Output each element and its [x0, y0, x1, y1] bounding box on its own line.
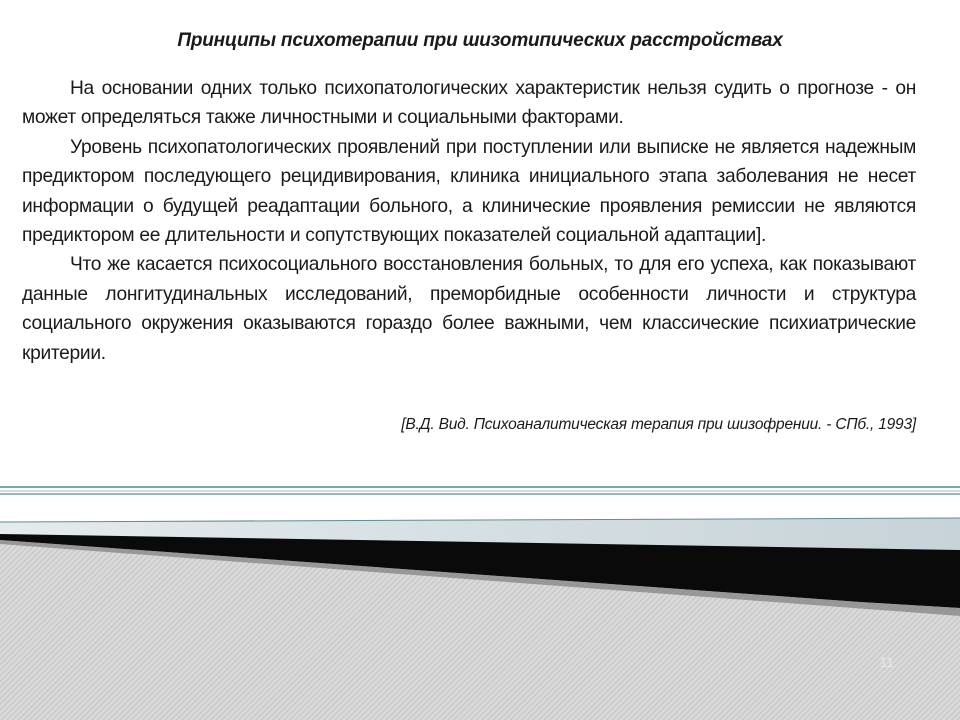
citation: [В.Д. Вид. Психоаналитическая терапия при шизофрении. - СПб., 1993] [401, 416, 916, 433]
paragraph: Что же касается психосоциального восстановления больных, то для его успеха, как показывают данные лонгитудинальных исследований, преморбидные особенности личности и структура социального окружения оказываются гораздо более важными, чем классические психиатрические критерии. [22, 254, 916, 364]
divider-lines [0, 484, 960, 498]
paragraph: Уровень психопатологических проявлений при поступлении или выписке не является надежным предиктором последующего рецидивирования, клиника инициального этапа заболевания не несет информации о будущей реадаптации больного, а клинические проявления ремиссии не являются предиктором ее длительности и сопутствующих показателей социальной адаптации]. [22, 136, 916, 247]
paragraph: На основании одних только психопатологических характеристик нельзя судить о прогнозе - он может определяться также личностными и социальными факторами. [22, 78, 916, 129]
page-number: 11 [879, 654, 894, 670]
slide-title: Принципы психотерапии при шизотипических расстройствах [177, 30, 783, 51]
slide-body [22, 74, 916, 368]
decorative-footer-band [0, 500, 960, 720]
